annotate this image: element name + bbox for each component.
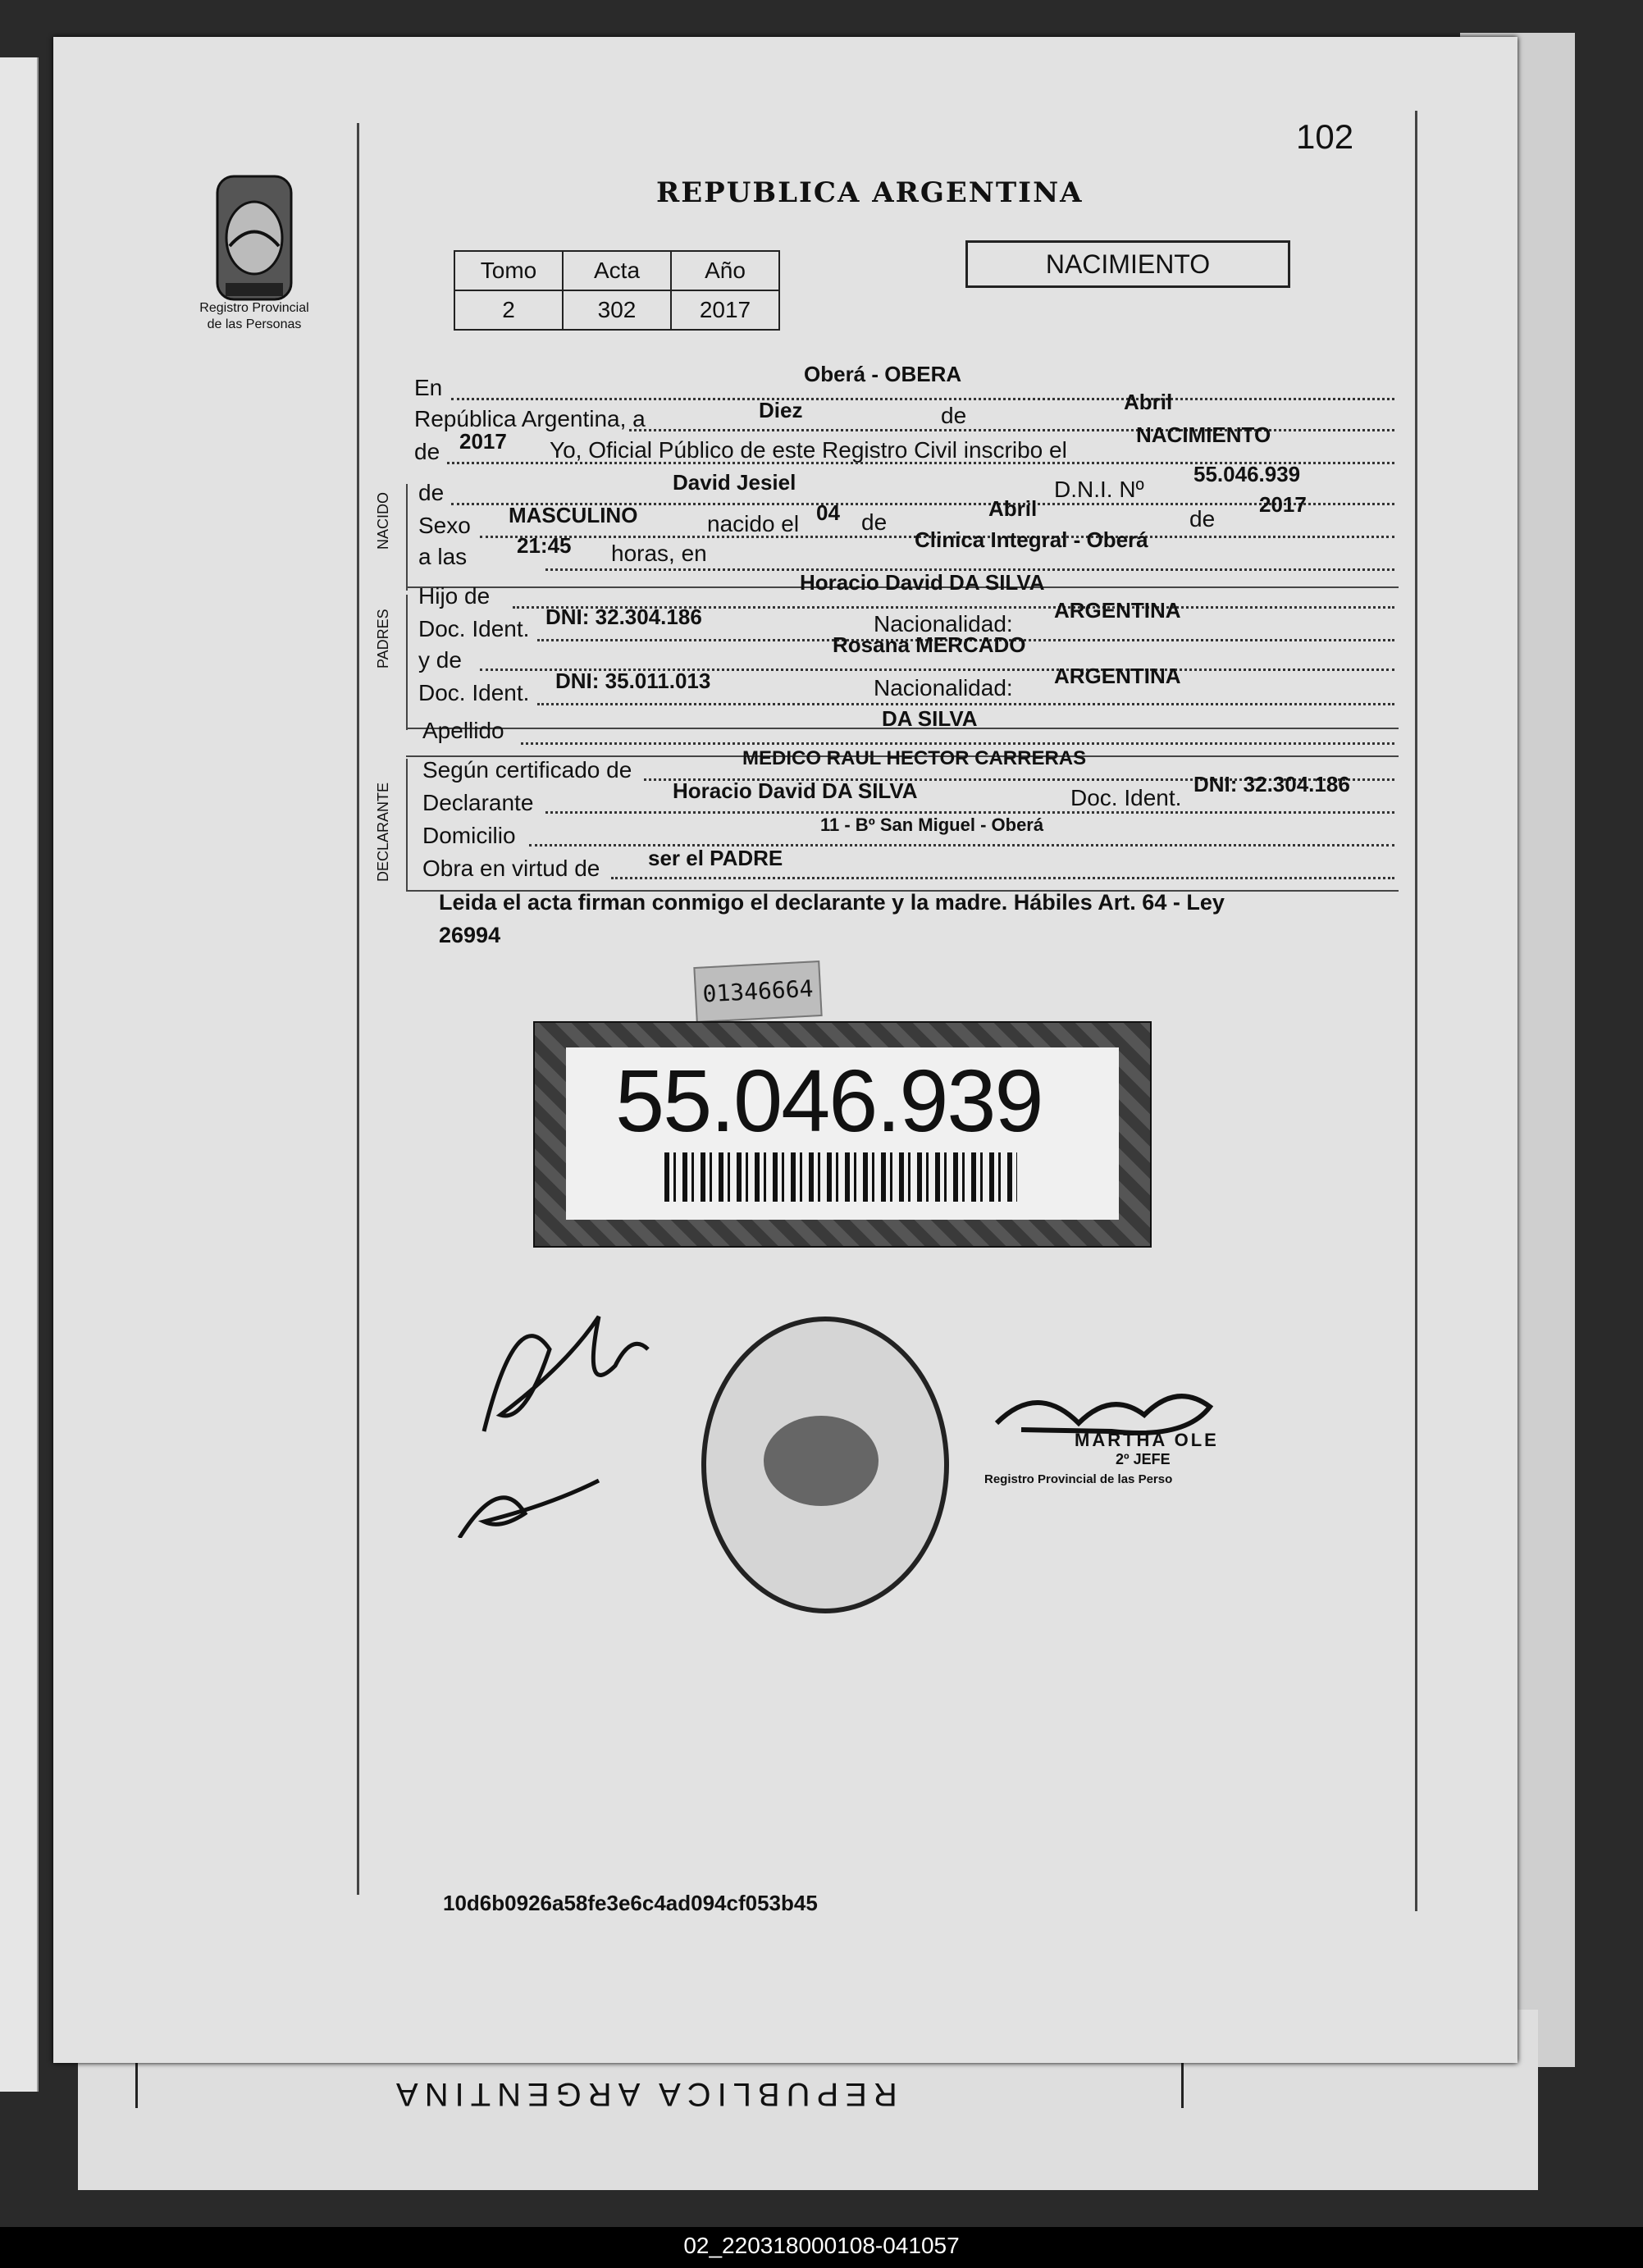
dni-label (533, 1021, 1152, 1248)
father-nat-value: ARGENTINA (1054, 598, 1181, 623)
label-republica: República Argentina, a (414, 406, 646, 431)
label-nacionalidad: Nacionalidad: (874, 675, 1013, 700)
birth-place-value: Clinica Integral - Oberá (915, 527, 1148, 552)
label-doc: Doc. Ident. (418, 616, 530, 641)
closing-text: 26994 (439, 923, 501, 947)
label-yde: y de (418, 647, 462, 673)
father-name-value: Horacio David DA SILVA (800, 570, 1045, 595)
label-de: de (418, 480, 445, 505)
label-en: En (414, 375, 443, 400)
label-doc: Doc. Ident. (418, 680, 530, 705)
dotted-line (545, 811, 1394, 814)
hash-code: 10d6b0926a58fe3e6c4ad094cf053b45 (443, 1891, 818, 1915)
label-de: de (941, 403, 967, 428)
serial-stamp: 01346664 (693, 961, 822, 1023)
section-padres: PADRES (375, 609, 391, 669)
label-obra: Obra en virtud de (422, 856, 600, 881)
act-value: NACIMIENTO (1136, 422, 1271, 447)
domicilio-value: 11 - Bº San Miguel - Oberá (820, 815, 1044, 835)
mother-doc-value: DNI: 35.011.013 (555, 669, 711, 693)
dotted-line (521, 742, 1394, 745)
logo-caption: de las Personas (207, 317, 302, 331)
child-dni-value: 55.046.939 (1193, 462, 1301, 486)
label-de: de (414, 439, 440, 464)
table-header: Año (671, 251, 779, 290)
stamp-line: Registro Provincial de las Perso (984, 1472, 1173, 1486)
section-rule (406, 595, 408, 730)
birth-day-value: 04 (816, 500, 840, 525)
emblem-icon (201, 168, 308, 316)
apellido-value: DA SILVA (882, 706, 978, 731)
registry-seal (701, 1317, 949, 1613)
seal-text (706, 1321, 944, 1609)
label-horas: horas, en (611, 541, 707, 566)
place-value: Oberá - OBERA (804, 362, 962, 386)
birth-month-value: Abril (988, 496, 1038, 521)
child-name-value: David Jesiel (673, 470, 796, 495)
table-header: Tomo (454, 251, 563, 290)
logo-caption: Registro Provincial (199, 301, 309, 315)
left-page-edge (0, 57, 39, 2092)
dni-number: 55.046.939 (615, 1051, 1043, 1150)
label-declarante: Declarante (422, 790, 534, 815)
label-nacionalidad: Nacionalidad: (874, 611, 1013, 637)
father-doc-value: DNI: 32.304.186 (545, 605, 702, 629)
section-declarante: DECLARANTE (375, 782, 391, 882)
dotted-line (611, 877, 1394, 879)
year-value: 2017 (459, 429, 507, 454)
signature-icon (451, 1267, 664, 1538)
label-de: de (861, 509, 888, 535)
stamp-line: 2º JEFE (1116, 1451, 1171, 1467)
mother-name-value: Rosana MERCADO (833, 632, 1026, 657)
section-nacido: NACIDO (375, 491, 391, 550)
page-number: 102 (1296, 117, 1354, 156)
obra-value: ser el PADRE (648, 846, 783, 870)
label-certificado: Según certificado de (422, 757, 632, 783)
dotted-line (451, 398, 1394, 400)
label-domicilio: Domicilio (422, 823, 516, 848)
mother-nat-value: ARGENTINA (1054, 664, 1181, 688)
label-de: de (1189, 506, 1216, 532)
record-table (454, 250, 780, 331)
label-doc: Doc. Ident. (1070, 785, 1182, 810)
table-cell: 2 (454, 290, 563, 330)
right-margin-rule (1415, 111, 1417, 1911)
back-page-title: REPUBLICA ARGENTINA (390, 2076, 897, 2112)
sexo-value: MASCULINO (509, 503, 638, 527)
barcode (664, 1152, 1017, 1202)
declarante-name-value: Horacio David DA SILVA (673, 778, 918, 803)
closing-text: Leida el acta firman conmigo el declarante y la madre. Hábiles Art. 64 - Ley (439, 890, 1225, 915)
dni-label-panel (566, 1047, 1119, 1220)
table-cell: 2017 (671, 290, 779, 330)
section-rule (406, 759, 408, 890)
label-hijo: Hijo de (418, 583, 491, 609)
dotted-line (629, 429, 1394, 431)
table-header: Acta (563, 251, 671, 290)
day-words-value: Diez (759, 398, 803, 422)
section-rule (406, 484, 408, 591)
birth-year-value: 2017 (1259, 492, 1307, 517)
label-apellido: Apellido (422, 718, 504, 743)
label-dni: D.N.I. Nº (1054, 477, 1144, 502)
country-title: REPUBLICA ARGENTINA (656, 176, 1084, 209)
intro-text: Yo, Oficial Público de este Registro Civil inscribo el (550, 437, 1067, 463)
birth-time-value: 21:45 (517, 533, 572, 558)
stamp-line: MARTHA OLE (1075, 1430, 1219, 1450)
certificate-page (53, 37, 1517, 2063)
certificate-value: MEDICO RAUL HECTOR CARRERAS (742, 747, 1087, 769)
left-margin-rule (357, 123, 359, 1895)
label-sexo: Sexo (418, 513, 471, 538)
table-cell: 302 (563, 290, 671, 330)
declarante-doc-value: DNI: 32.304.186 (1193, 772, 1350, 796)
footer-id: 02_220318000108-041057 (683, 2233, 960, 2258)
dotted-line (537, 703, 1394, 705)
month-value: Abril (1124, 390, 1173, 414)
record-type-box: NACIMIENTO (965, 240, 1290, 288)
label-alas: a las (418, 544, 468, 569)
label-nacido: nacido el (707, 511, 800, 536)
province-emblem (201, 168, 308, 316)
